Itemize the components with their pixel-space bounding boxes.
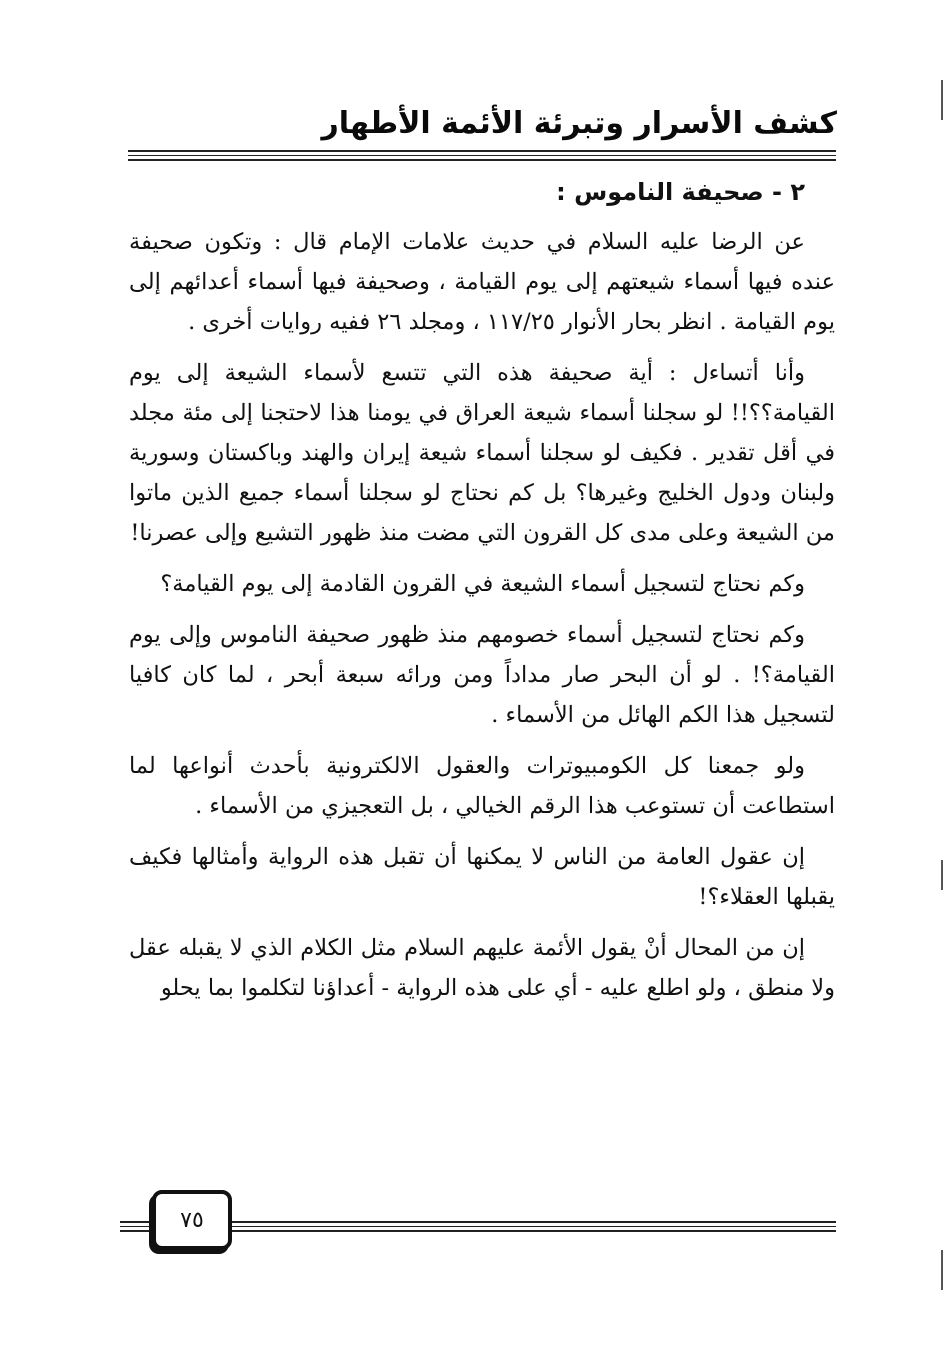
paragraph: إن عقول العامة من الناس لا يمكنها أن تقبل هذه الرواية وأمثالها فكيف يقبلها العقلاء؟!	[129, 844, 835, 910]
footer-rule	[120, 1230, 156, 1232]
paragraph: وكم نحتاج لتسجيل أسماء خصومهم منذ ظهور صحيفة الناموس وإلى يوم القيامة؟! . لو أن البحر صار مداداً ومن ورائه سبعة أبحر ، لما كان كافيا لتسجيل هذا الكم الهائل من الأسماء .	[129, 622, 835, 728]
paragraph: إن من المحال أنْ يقول الأئمة عليهم السلام مثل الكلام الذي لا يقبله عقل ولا منطق ، ولو اطلع عليه - أي على هذه الرواية - أعداؤنا لتكلموا بما يحلو	[129, 935, 835, 1001]
scan-edge-mark	[941, 80, 943, 120]
section-heading: ٢ - صحيفة الناموس :	[556, 178, 805, 206]
paragraph: ولو جمعنا كل الكومبيوترات والعقول الالكترونية بأحدث أنواعها لما استطاعت أن تستوعب هذا الرقم الخيالي ، بل التعجيزي من الأسماء .	[129, 753, 835, 819]
paragraph: وأنا أتساءل : أية صحيفة هذه التي تتسع لأسماء الشيعة إلى يوم القيامة؟؟!! لو سجلنا أسماء شيعة العراق في يومنا هذا لاحتجنا إلى مئة مجلد في أقل تقدير . فكيف لو سجلنا أسماء شيعة إيران والهند وباكستان وسورية ولبنان ودول الخليج وغيرها؟ بل كم نحتاج لو سجلنا أسماء جميع الذين ماتوا من الشيعة وعلى مدى كل القرون التي مضت منذ ظهور التشيع وإلى عصرنا!	[129, 360, 835, 546]
page-number-frame	[152, 1190, 232, 1250]
page-body	[129, 168, 835, 1019]
scan-edge-mark	[941, 1250, 943, 1290]
scan-edge-mark	[941, 860, 943, 890]
footer-rule	[232, 1221, 836, 1223]
footer-rule	[120, 1226, 156, 1227]
header-rule	[128, 155, 836, 156]
header-rule	[128, 159, 836, 161]
footer-rule	[232, 1226, 836, 1227]
footer-rule	[232, 1230, 836, 1232]
paragraph: عن الرضا عليه السلام في حديث علامات الإمام قال : وتكون صحيفة عنده فيها أسماء شيعتهم إلى يوم القيامة ، وصحيفة فيها أسماء أعدائهم إلى يوم القيامة . انظر بحار الأنوار ١١٧/٢٥ ، ومجلد ٢٦ ففيه روايات أخرى .	[129, 229, 835, 335]
footer-rule	[120, 1221, 156, 1223]
running-header-title: كشف الأسرار وتبرئة الأئمة الأطهار	[321, 106, 837, 141]
header-rule	[128, 150, 836, 152]
page-number: ٧٥	[180, 1207, 204, 1233]
paragraph: وكم نحتاج لتسجيل أسماء الشيعة في القرون القادمة إلى يوم القيامة؟	[160, 571, 805, 597]
